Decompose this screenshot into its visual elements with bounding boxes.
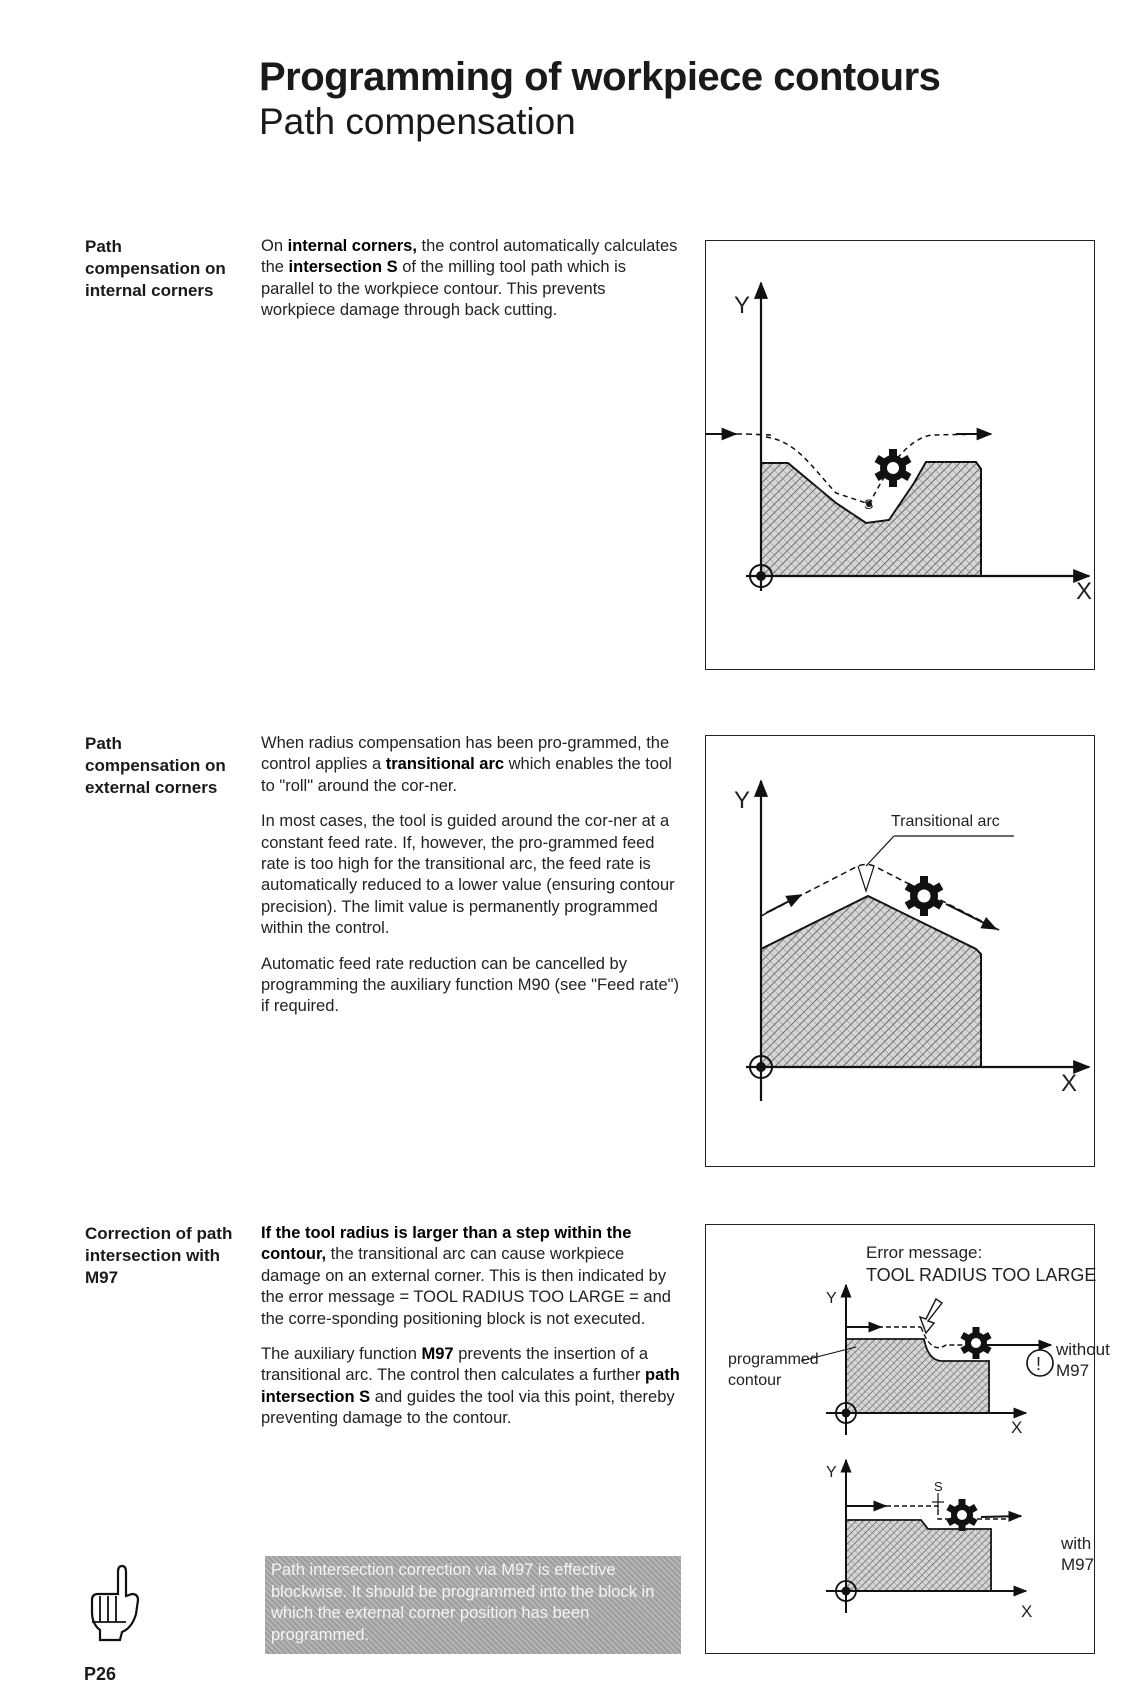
intersection-label: S: [934, 1479, 943, 1494]
without-label-line2: M97: [1056, 1361, 1090, 1380]
paragraph: [261, 954, 681, 1018]
with-label-line2: M97: [1061, 1555, 1095, 1574]
side-label-external-corners: Path compensation on external corners: [85, 734, 226, 797]
milling-cutter-icon: [960, 1327, 991, 1359]
text-run: and guides the tool via this point, thereby preventing damage to the contour.: [261, 1387, 675, 1428]
page-title: Programming of workpiece contours: [259, 55, 941, 99]
with-label-line1: with: [1061, 1534, 1092, 1553]
x-axis-label: X: [1061, 1070, 1078, 1097]
text-external-corners: [261, 733, 681, 1032]
error-message-title: Error message:: [866, 1243, 983, 1262]
text-internal-corners: [261, 236, 681, 336]
figure-internal-corners: [705, 240, 1095, 670]
paragraph: [261, 1344, 681, 1430]
milling-cutter-icon: [905, 876, 944, 916]
bold-text: M97: [421, 1345, 454, 1364]
contour-label-line1: programmed: [728, 1351, 819, 1368]
without-label-line1: without: [1056, 1340, 1110, 1359]
contour-label-line2: contour: [728, 1372, 782, 1389]
error-message-text: TOOL RADIUS TOO LARGE: [866, 1265, 1097, 1285]
pointing-hand-icon: [88, 1564, 148, 1644]
page-number: P26: [84, 1664, 117, 1684]
x-axis-label: X: [1076, 578, 1093, 605]
text-m97: [261, 1223, 681, 1444]
x-axis-label-bottom: X: [1021, 1602, 1033, 1621]
text-run: In most cases, the tool is guided around the cor-ner at a constant feed rate. If, however, the pro-grammed feed rate is too high for the transitional arc, the feed rate is automatically reduced to a lower value (ensuring contour precision). The limit value is permanently programmed within the control.: [261, 812, 675, 938]
side-label-internal-corners: Path compensation on internal corners: [85, 237, 226, 300]
text-run: Automatic feed rate reduction can be cancelled by programming the auxiliary function M90 (see "Feed rate") if required.: [261, 954, 679, 1016]
text-run: the control automatically calculates the: [261, 237, 678, 277]
text-run: which enables the tool to "roll" around the cor-ner.: [261, 755, 672, 795]
paragraph: [261, 1223, 681, 1330]
paragraph: [261, 733, 681, 797]
milling-cutter-icon: [946, 1499, 977, 1531]
note-box: Path intersection correction via M97 is effective blockwise. It should be programmed into the block in which the external corner position has been programmed.: [265, 1556, 681, 1654]
y-axis-label: Y: [734, 292, 751, 319]
figure-external-corners: [705, 735, 1095, 1167]
text-run: prevents the insertion of a transitional arc. The control then calculates a further: [261, 1345, 649, 1385]
bold-text: internal corners,: [287, 237, 417, 255]
y-axis-label: Y: [826, 1290, 837, 1307]
transitional-arc-label: Transitional arc: [891, 813, 1000, 830]
x-axis-label-top: X: [1011, 1418, 1023, 1437]
bold-text: intersection S: [288, 258, 398, 277]
page-subtitle: Path compensation: [259, 101, 576, 142]
text-run: When radius compensation has been pro-grammed, the control applies a: [261, 734, 670, 774]
text-run: On: [261, 237, 288, 255]
text-run: of the milling tool path which is parallel to the workpiece contour. This prevents workpiece damage through back cutting.: [261, 258, 627, 320]
bold-text: If the tool radius is larger than a step within the contour,: [261, 1224, 632, 1264]
figure-m97: [705, 1224, 1110, 1654]
milling-cutter-icon: [875, 449, 912, 487]
paragraph: [261, 811, 681, 939]
paragraph: [261, 236, 681, 322]
bold-text: path intersection S: [261, 1366, 680, 1406]
bold-text: transitional arc: [385, 755, 505, 774]
intersection-label: S: [864, 496, 874, 512]
side-label-m97: Correction of path intersection with M97: [85, 1224, 233, 1287]
y-axis-label-bottom: Y: [826, 1464, 837, 1481]
text-run: The auxiliary function: [261, 1345, 422, 1364]
y-axis-label: Y: [734, 787, 751, 814]
text-run: the transitional arc can cause workpiece damage on an external corner. This is then indicated by the error message = TOOL RADIUS TOO LARGE = and the corre-sponding positioning block is not executed.: [261, 1245, 671, 1328]
workpiece-shape: [761, 462, 981, 576]
warning-icon: !: [1036, 1354, 1042, 1374]
